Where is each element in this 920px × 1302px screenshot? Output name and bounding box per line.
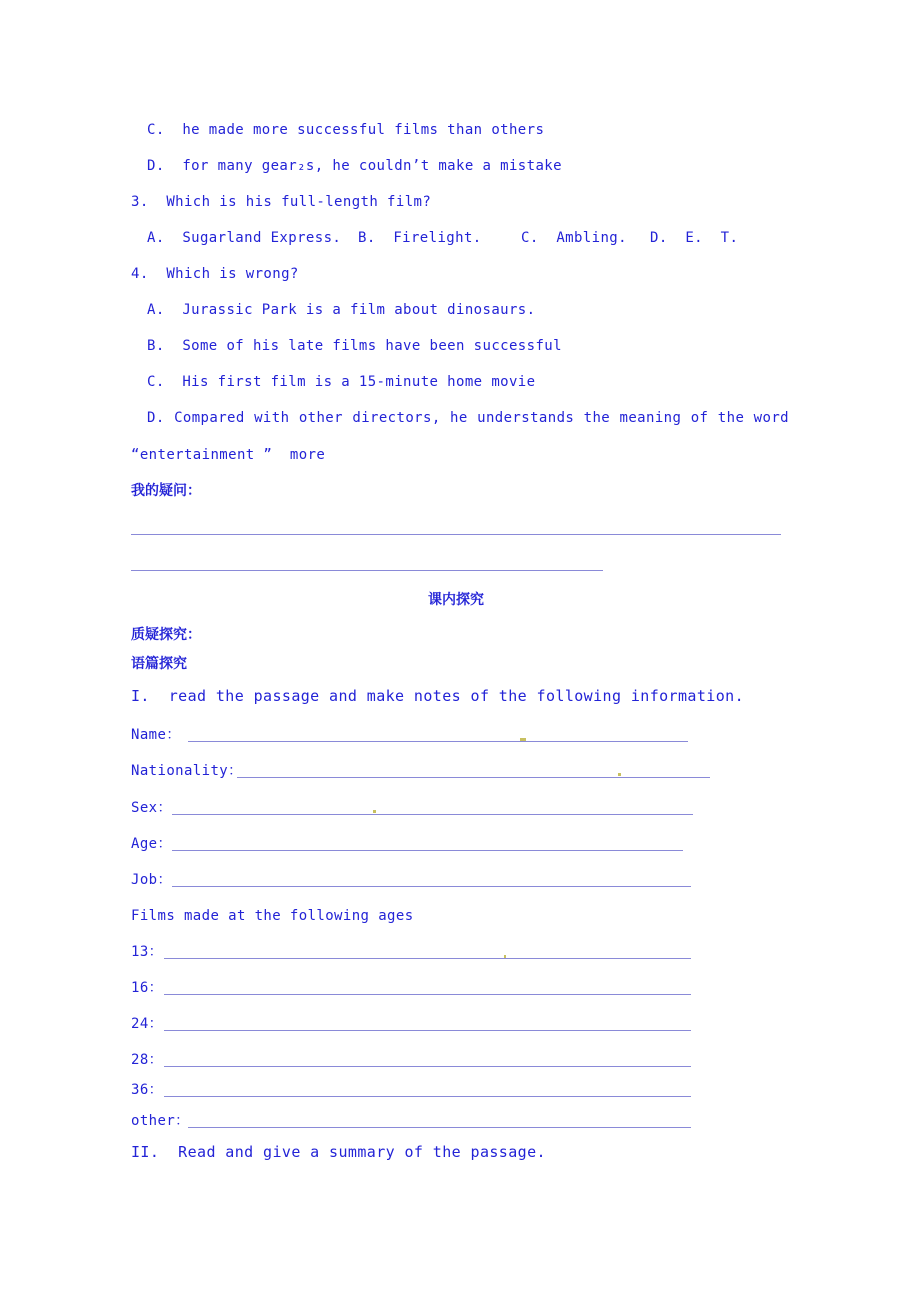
q4-option-c: C. His first film is a 15-minute home movie [147,374,536,390]
q4-d-word: he [450,410,468,426]
age-16-answer-line[interactable] [164,994,691,995]
q4-d-word: other [298,410,343,426]
q4-d-word: D. [147,410,165,426]
q4-option-a: A. Jurassic Park is a film about dinosaurs. [147,302,536,318]
q4-d-word: understands [477,410,575,426]
job-label: Job： [131,872,172,888]
other-answer-line[interactable] [188,1127,691,1128]
nationality-label: Nationality： [131,763,243,779]
q4-d-word: of [690,410,709,426]
q4-d-word: directors, [352,410,441,426]
age-label: Age： [131,836,172,852]
q3-option-b: B. Firelight. [358,230,482,246]
q3-question: 3. Which is his full-length film? [131,194,432,210]
answer-line [131,570,603,571]
task-2-instruction: II. Read and give a summary of the passage. [131,1143,546,1161]
name-answer-line[interactable] [188,741,688,742]
q2-option-c: C. he made more successful films than others [147,122,545,138]
task-1-instruction: I. read the passage and make notes of the following information. [131,687,744,705]
q3-option-a: A. Sugarland Express. [147,230,342,246]
age-answer-line[interactable] [172,850,683,851]
mark-dot [618,773,621,776]
q4-d-word: the [583,410,611,426]
q4-option-d-continued: “entertainment ” more [131,447,326,463]
q4-d-word: meaning [619,410,682,426]
questioning-label: 质疑探究： [131,627,201,643]
discourse-label: 语篇探究 [131,656,187,672]
age-13-label: 13： [131,944,164,960]
q4-d-word: Compared [174,410,245,426]
q4-option-d [147,409,789,427]
mark-dot [520,738,526,741]
films-heading: Films made at the following ages [131,908,414,924]
age-24-label: 24： [131,1016,164,1032]
my-questions-label: 我的疑问： [131,483,201,499]
mark-dot [504,955,506,958]
name-label: Name： [131,727,181,743]
age-24-answer-line[interactable] [164,1030,691,1031]
job-answer-line[interactable] [172,886,691,887]
q4-option-b: B. Some of his late films have been successful [147,338,562,354]
age-28-answer-line[interactable] [164,1066,691,1067]
sex-label: Sex： [131,800,172,816]
other-label: other： [131,1113,190,1129]
q4-d-word: with [254,410,290,426]
age-36-label: 36： [131,1082,164,1098]
section-title: 课内探究 [428,592,484,608]
age-16-label: 16： [131,980,164,996]
q2-option-d: D. for many gear₂s, he couldn’t make a mistake [147,158,562,174]
q4-d-word: word [753,410,789,426]
q4-question: 4. Which is wrong? [131,266,299,282]
answer-line [131,534,781,535]
age-28-label: 28： [131,1052,164,1068]
q4-d-word: the [717,410,745,426]
nationality-answer-line[interactable] [237,777,710,778]
sex-answer-line[interactable] [172,814,693,815]
mark-dot [373,810,376,813]
age-36-answer-line[interactable] [164,1096,691,1097]
q3-option-c: C. Ambling. [521,230,627,246]
q3-option-d: D. E. T. [650,230,739,246]
age-13-answer-line[interactable] [164,958,691,959]
